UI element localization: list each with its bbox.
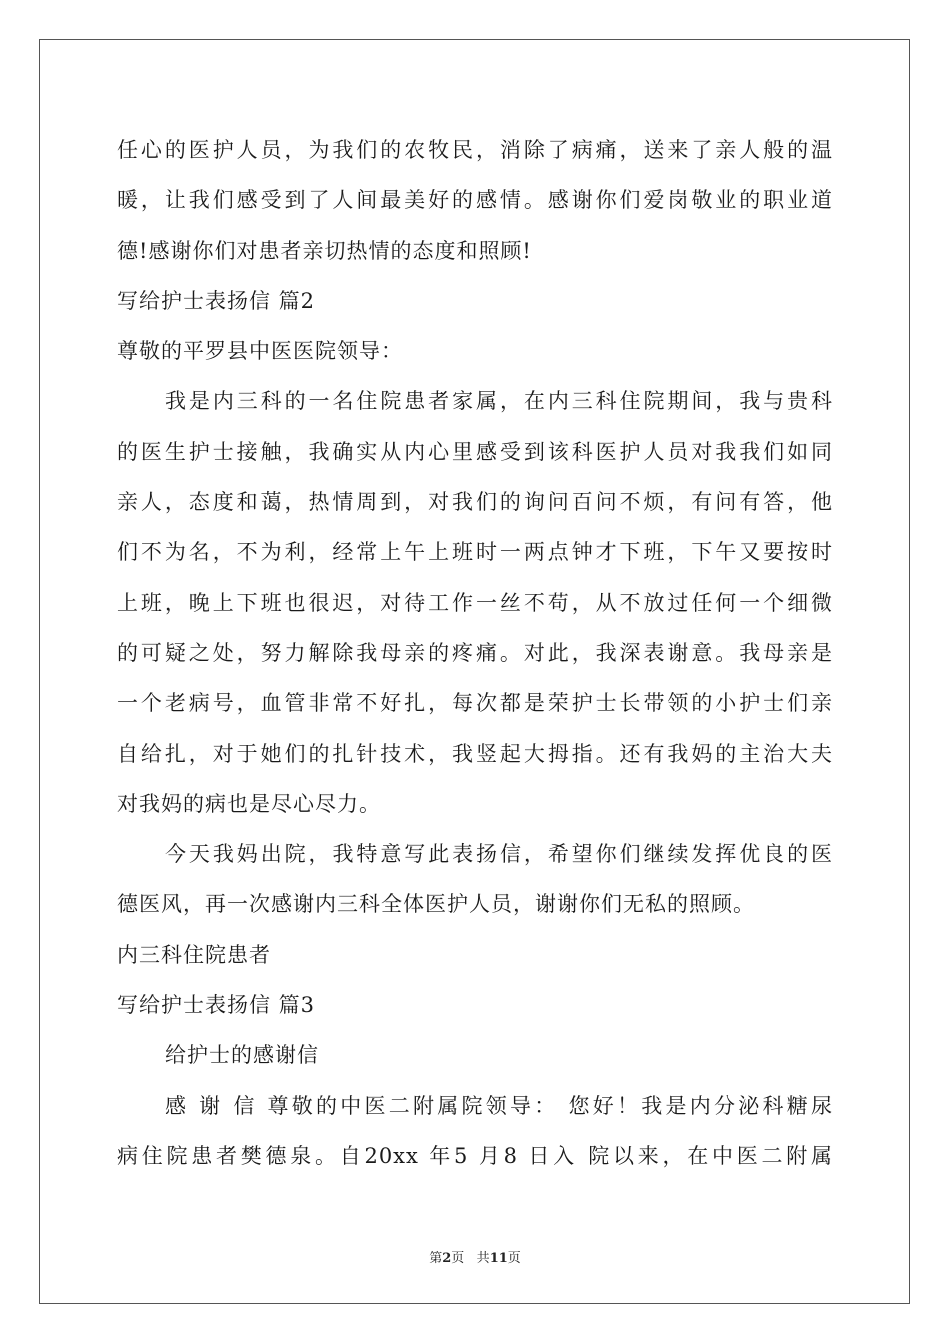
text-line: 给护士的感谢信 (165, 1043, 319, 1068)
footer-total-suffix: 页 (507, 1251, 521, 1266)
text-line: 德!感谢你们对患者亲切热情的态度和照顾! (117, 238, 532, 263)
text-line: 上班，晚上下班也很迟，对待工作一丝不苟，从不放过任何一个细微 (117, 590, 833, 615)
text-line: 的医生护士接触，我确实从内心里感受到该科医护人员对我我们如同 (117, 439, 833, 464)
text-line: 亲人，态度和蔼，热情周到，对我们的询问百问不烦，有问有答，他 (117, 490, 833, 515)
footer-total-number: 11 (489, 1251, 508, 1266)
text-line: 今天我妈出院，我特意写此表扬信，希望你们继续发挥优良的医 (165, 842, 833, 867)
footer-page-suffix: 页 (451, 1251, 465, 1266)
text-line: 写给护士表扬信 篇2 (117, 288, 316, 313)
text-line: 我是内三科的一名住院患者家属，在内三科住院期间，我与贵科 (165, 389, 833, 414)
text-line: 对我妈的病也是尽心尽力。 (117, 791, 381, 816)
text-line: 尊敬的平罗县中医医院领导： (117, 339, 403, 364)
footer-total-prefix: 共 (476, 1251, 490, 1266)
text-line: 一个老病号，血管非常不好扎，每次都是荣护士长带领的小护士们亲 (117, 691, 833, 716)
footer-page-prefix: 第 (429, 1251, 443, 1266)
text-line: 任心的医护人员，为我们的农牧民，消除了病痛，送来了亲人般的温 (117, 138, 833, 162)
document-body (117, 125, 833, 1181)
text-line: 自给扎，对于她们的扎针技术，我竖起大拇指。还有我妈的主治大夫 (117, 741, 833, 766)
text-line: 内三科住院患者 (117, 942, 271, 967)
footer-page-number: 2 (442, 1251, 452, 1266)
text-line: 写给护士表扬信 篇3 (117, 993, 316, 1018)
text-line: 的可疑之处，努力解除我母亲的疼痛。对此，我深表谢意。我母亲是 (117, 640, 833, 665)
text-line: 病住院患者樊德泉。自20xx 年5 月8 日入 院以来，在中医二附属 (117, 1143, 833, 1168)
text-line: 们不为名，不为利，经常上午上班时一两点钟才下班，下午又要按时 (117, 540, 833, 565)
page-footer (0, 1247, 950, 1266)
text-line: 感 谢 信 尊敬的中医二附属院领导： 您好！我是内分泌科糖尿 (165, 1093, 833, 1118)
text-line: 暖，让我们感受到了人间最美好的感情。感谢你们爱岗敬业的职业道 (117, 188, 833, 213)
text-line: 德医风，再一次感谢内三科全体医护人员，谢谢你们无私的照顾。 (117, 892, 755, 917)
